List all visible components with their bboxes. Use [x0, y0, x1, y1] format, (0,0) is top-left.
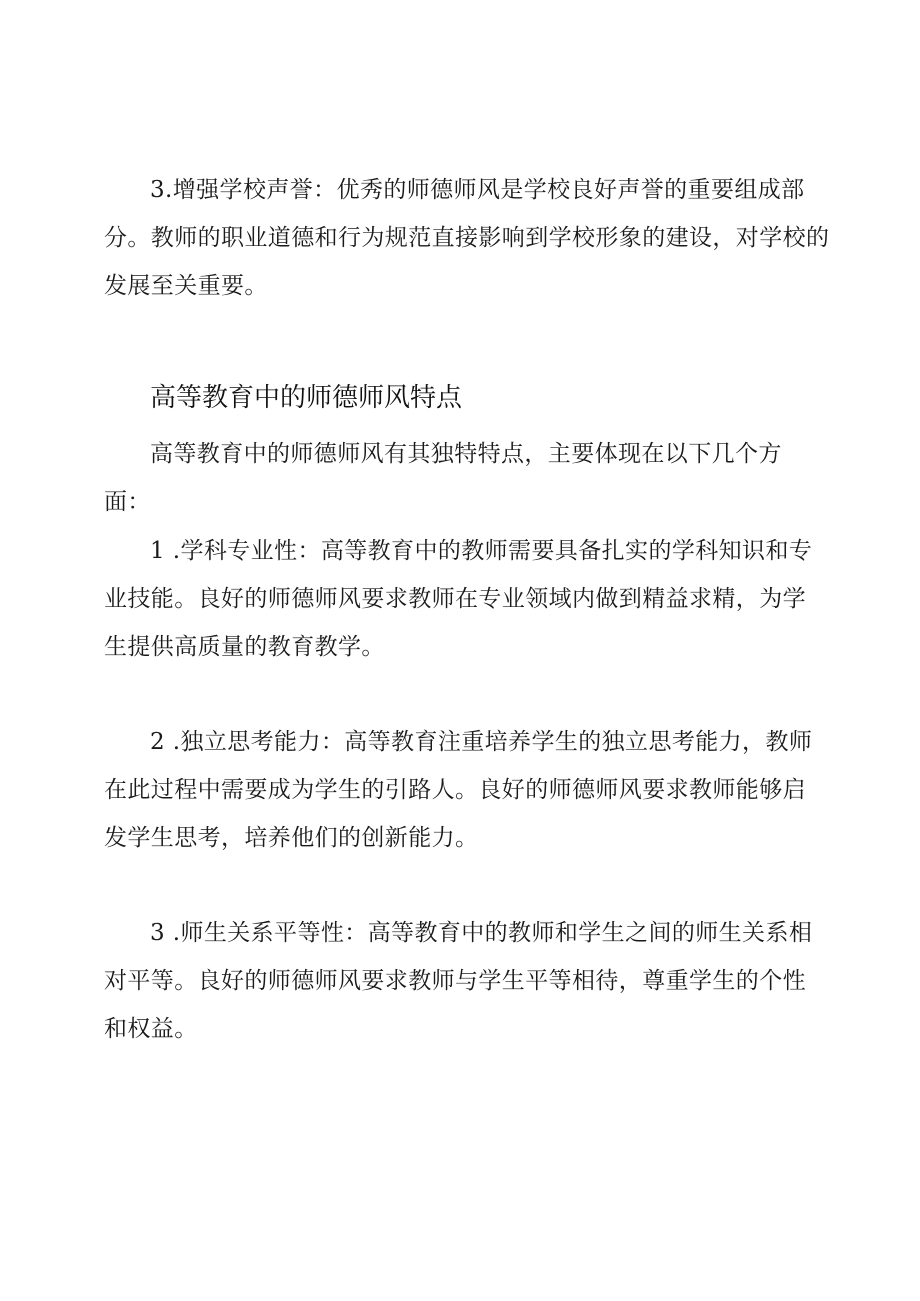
- section-heading: 高等教育中的师德师风特点: [150, 383, 463, 413]
- list-item-independent-thinking: 2 .独立思考能力：高等教育注重培养学生的独立思考能力，教师在此过程中需要成为学生的引路人。良好的师德师风要求教师能够启发学生思考，培养他们的创新能力。: [104, 729, 813, 851]
- list-item-subject-professionalism: 1 .学科专业性：高等教育中的教师需要具备扎实的学科知识和专业技能。良好的师德师风要求教师在专业领域内做到精益求精，为学生提供高质量的教育教学。: [104, 538, 813, 660]
- paragraph-intro: 高等教育中的师德师风有其独特特点，主要体现在以下几个方面：: [104, 441, 782, 515]
- list-item-teacher-student-equality: 3 .师生关系平等性：高等教育中的教师和学生之间的师生关系相对平等。良好的师德师风要求教师与学生平等相待，尊重学生的个性和权益。: [104, 920, 813, 1042]
- paragraph-school-reputation: 3.增强学校声誉：优秀的师德师风是学校良好声誉的重要组成部分。教师的职业道德和行为规范直接影响到学校形象的建设，对学校的发展至关重要。: [104, 177, 830, 299]
